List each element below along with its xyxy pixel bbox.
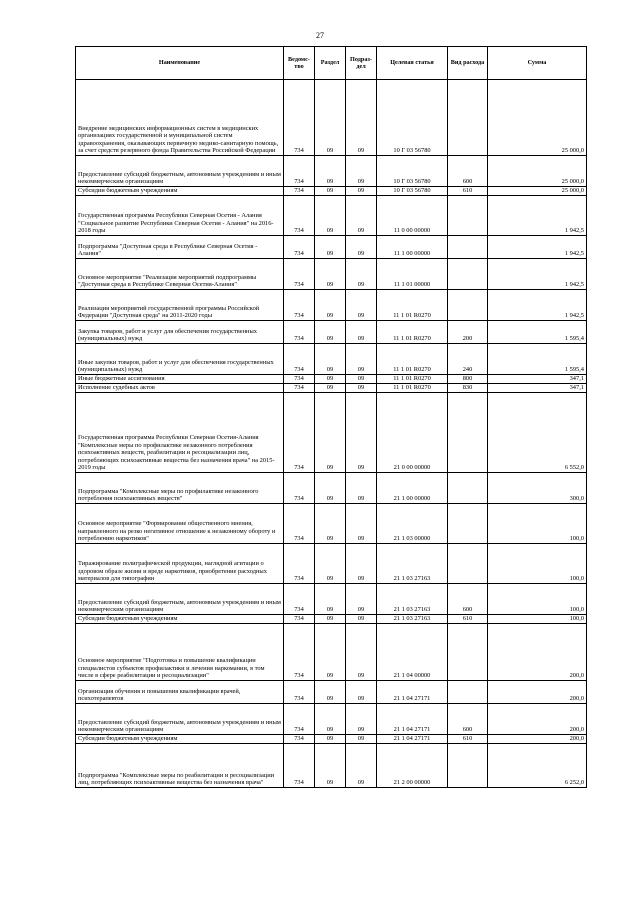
cell-department: 734 <box>284 344 315 375</box>
cell-name: Иные закупки товаров, работ и услуг для обеспечения государственных (муниципальных) нужд <box>76 344 284 375</box>
cell-department: 734 <box>284 624 315 681</box>
cell-subsection: 09 <box>346 80 377 156</box>
table-row <box>76 681 587 704</box>
table-row <box>76 615 587 624</box>
cell-amount: 300,0 <box>488 473 587 504</box>
table-row <box>76 236 587 259</box>
cell-name: Основное мероприятие "Реализация мероприятий подпрограммы "Доступная среда в Республике Северная Осетия-Алания" <box>76 259 284 290</box>
cell-target-article: 21 1 03 00000 <box>377 504 448 544</box>
cell-target-article: 21 2 00 00000 <box>377 744 448 788</box>
table-row <box>76 321 587 344</box>
cell-target-article: 10 Г 03 56780 <box>377 187 448 196</box>
cell-target-article: 11 1 01 00000 <box>377 259 448 290</box>
cell-name: Организация обучения и повышения квалификации врачей, психотерапевтов <box>76 681 284 704</box>
header-department: Ведомс-тво <box>284 47 315 80</box>
cell-department: 734 <box>284 704 315 735</box>
cell-section: 09 <box>315 290 346 321</box>
table-row <box>76 584 587 615</box>
cell-department: 734 <box>284 584 315 615</box>
cell-name: Государственная программа Республики Северная Осетия-Алания "Комплексные меры по профилактике незаконного потребления психоактивных веществ, реабилитации и ресоциализации лиц, потребляющих психоактивные вещества без назначения врача" на 2015-2019 годы <box>76 393 284 473</box>
cell-section: 09 <box>315 744 346 788</box>
cell-department: 734 <box>284 187 315 196</box>
cell-amount: 200,0 <box>488 681 587 704</box>
cell-section: 09 <box>315 704 346 735</box>
page-number: 27 <box>316 31 324 40</box>
cell-subsection: 09 <box>346 375 377 384</box>
cell-name: Иные бюджетные ассигнования <box>76 375 284 384</box>
cell-target-article: 10 Г 03 56780 <box>377 156 448 187</box>
cell-department: 734 <box>284 259 315 290</box>
cell-section: 09 <box>315 393 346 473</box>
cell-name: Предоставление субсидий бюджетным, автономным учреждениям и иным некоммерческим организациям <box>76 584 284 615</box>
cell-amount: 100,0 <box>488 504 587 544</box>
cell-target-article: 11 1 01 R0270 <box>377 290 448 321</box>
cell-name: Подпрограмма "Комплексные меры по реабилитации и ресоциализации лиц, потребляющих психоактивные вещества без назначения врача" <box>76 744 284 788</box>
cell-department: 734 <box>284 681 315 704</box>
cell-expense-type <box>448 681 488 704</box>
table-row <box>76 504 587 544</box>
cell-subsection: 09 <box>346 156 377 187</box>
cell-expense-type: 600 <box>448 704 488 735</box>
cell-name: Тиражирование полиграфической продукции, наглядной агитации о здоровом образе жизни и вреде наркотиков, приобретение расходных материалов для типографии <box>76 544 284 584</box>
cell-section: 09 <box>315 584 346 615</box>
cell-section: 09 <box>315 236 346 259</box>
cell-expense-type <box>448 196 488 236</box>
cell-subsection: 09 <box>346 624 377 681</box>
cell-subsection: 09 <box>346 615 377 624</box>
cell-section: 09 <box>315 187 346 196</box>
cell-department: 734 <box>284 80 315 156</box>
cell-subsection: 09 <box>346 584 377 615</box>
cell-target-article: 21 1 04 27171 <box>377 704 448 735</box>
cell-department: 734 <box>284 393 315 473</box>
table-row <box>76 344 587 375</box>
cell-amount: 1 595,4 <box>488 344 587 375</box>
cell-name: Основное мероприятие "Формирование общественного мнения, направленного на резко негативное отношение к незаконному обороту и потреблению наркотиков" <box>76 504 284 544</box>
table-header-row <box>76 47 587 80</box>
cell-amount: 347,1 <box>488 384 587 393</box>
cell-name: Предоставление субсидий бюджетным, автономным учреждениям и иным некоммерческим организациям <box>76 156 284 187</box>
cell-expense-type: 800 <box>448 375 488 384</box>
cell-amount: 200,0 <box>488 624 587 681</box>
cell-target-article: 21 1 04 27171 <box>377 735 448 744</box>
cell-expense-type: 610 <box>448 735 488 744</box>
table-row <box>76 735 587 744</box>
cell-department: 734 <box>284 236 315 259</box>
header-amount: Сумма <box>488 47 587 80</box>
cell-name: Исполнение судебных актов <box>76 384 284 393</box>
cell-name: Подпрограмма "Комплексные меры по профилактике незаконного потребления психоактивных веществ" <box>76 473 284 504</box>
cell-section: 09 <box>315 735 346 744</box>
table-row <box>76 259 587 290</box>
cell-subsection: 09 <box>346 236 377 259</box>
cell-amount: 100,0 <box>488 544 587 584</box>
budget-table <box>75 46 587 788</box>
header-section: Раздел <box>315 47 346 80</box>
table-row <box>76 375 587 384</box>
table-row <box>76 156 587 187</box>
cell-subsection: 09 <box>346 504 377 544</box>
cell-section: 09 <box>315 544 346 584</box>
cell-subsection: 09 <box>346 321 377 344</box>
cell-expense-type <box>448 544 488 584</box>
cell-expense-type: 600 <box>448 156 488 187</box>
cell-section: 09 <box>315 156 346 187</box>
cell-department: 734 <box>284 744 315 788</box>
cell-amount: 1 942,5 <box>488 236 587 259</box>
cell-expense-type <box>448 290 488 321</box>
cell-section: 09 <box>315 681 346 704</box>
table-row <box>76 393 587 473</box>
table-row <box>76 473 587 504</box>
cell-expense-type: 610 <box>448 187 488 196</box>
cell-subsection: 09 <box>346 681 377 704</box>
cell-target-article: 21 1 03 27163 <box>377 544 448 584</box>
cell-amount: 200,0 <box>488 735 587 744</box>
table-row <box>76 290 587 321</box>
cell-department: 734 <box>284 196 315 236</box>
cell-amount: 25 000,0 <box>488 187 587 196</box>
table-row <box>76 704 587 735</box>
cell-target-article: 11 1 01 R0270 <box>377 384 448 393</box>
cell-section: 09 <box>315 375 346 384</box>
cell-department: 734 <box>284 321 315 344</box>
cell-name: Закупка товаров, работ и услуг для обеспечения государственных (муниципальных) нужд <box>76 321 284 344</box>
table-row <box>76 187 587 196</box>
table-row <box>76 196 587 236</box>
table-row <box>76 544 587 584</box>
cell-department: 734 <box>284 290 315 321</box>
cell-amount: 1 942,5 <box>488 196 587 236</box>
cell-amount: 1 942,5 <box>488 290 587 321</box>
cell-name: Субсидии бюджетным учреждениям <box>76 187 284 196</box>
cell-section: 09 <box>315 196 346 236</box>
table-row <box>76 80 587 156</box>
cell-section: 09 <box>315 384 346 393</box>
cell-department: 734 <box>284 384 315 393</box>
cell-subsection: 09 <box>346 187 377 196</box>
header-subsection: Подраз-дел <box>346 47 377 80</box>
cell-amount: 200,0 <box>488 704 587 735</box>
cell-department: 734 <box>284 544 315 584</box>
cell-section: 09 <box>315 80 346 156</box>
cell-expense-type <box>448 473 488 504</box>
cell-expense-type: 200 <box>448 321 488 344</box>
cell-expense-type: 240 <box>448 344 488 375</box>
cell-expense-type <box>448 624 488 681</box>
cell-subsection: 09 <box>346 344 377 375</box>
cell-target-article: 10 Г 03 56780 <box>377 80 448 156</box>
table-row <box>76 624 587 681</box>
cell-target-article: 21 0 00 00000 <box>377 393 448 473</box>
header-name: Наименование <box>76 47 284 80</box>
cell-department: 734 <box>284 375 315 384</box>
cell-amount: 100,0 <box>488 584 587 615</box>
table-row <box>76 384 587 393</box>
cell-name: Предоставление субсидий бюджетным, автономным учреждениям и иным некоммерческим организациям <box>76 704 284 735</box>
cell-expense-type <box>448 393 488 473</box>
cell-section: 09 <box>315 473 346 504</box>
cell-expense-type <box>448 236 488 259</box>
cell-target-article: 11 1 00 00000 <box>377 236 448 259</box>
cell-target-article: 11 1 01 R0270 <box>377 321 448 344</box>
cell-name: Подпрограмма "Доступная среда в Республике Северная Осетия - Алания" <box>76 236 284 259</box>
cell-amount: 347,1 <box>488 375 587 384</box>
cell-amount: 25 000,0 <box>488 80 587 156</box>
cell-subsection: 09 <box>346 544 377 584</box>
cell-name: Основное мероприятие "Подготовка и повышение квалификации специалистов субъектов профилактики и лечения наркомании, в том числе в сфере реабилитации и ресоциализации" <box>76 624 284 681</box>
cell-name: Субсидии бюджетным учреждениям <box>76 615 284 624</box>
cell-target-article: 21 1 03 27163 <box>377 584 448 615</box>
cell-amount: 6 552,0 <box>488 393 587 473</box>
cell-section: 09 <box>315 344 346 375</box>
cell-amount: 25 000,0 <box>488 156 587 187</box>
cell-target-article: 21 1 04 00000 <box>377 624 448 681</box>
cell-section: 09 <box>315 615 346 624</box>
cell-amount: 100,0 <box>488 615 587 624</box>
cell-expense-type: 830 <box>448 384 488 393</box>
cell-name: Субсидии бюджетным учреждениям <box>76 735 284 744</box>
table-row <box>76 744 587 788</box>
cell-department: 734 <box>284 473 315 504</box>
cell-expense-type: 600 <box>448 584 488 615</box>
cell-department: 734 <box>284 735 315 744</box>
cell-subsection: 09 <box>346 259 377 290</box>
cell-amount: 6 252,0 <box>488 744 587 788</box>
cell-name: Внедрение медицинских информационных систем в медицинских организациях государственной и муниципальной систем здравоохранения, оказывающих первичную медико-санитарную помощь, за счет средств резервного фонда Правительства Российской Федерации <box>76 80 284 156</box>
cell-subsection: 09 <box>346 704 377 735</box>
header-target-article: Целевая статья <box>377 47 448 80</box>
cell-target-article: 21 1 00 00000 <box>377 473 448 504</box>
cell-subsection: 09 <box>346 735 377 744</box>
cell-department: 734 <box>284 156 315 187</box>
cell-subsection: 09 <box>346 290 377 321</box>
cell-target-article: 11 0 00 00000 <box>377 196 448 236</box>
cell-subsection: 09 <box>346 384 377 393</box>
cell-target-article: 11 1 01 R0270 <box>377 344 448 375</box>
cell-department: 734 <box>284 504 315 544</box>
cell-expense-type <box>448 259 488 290</box>
cell-target-article: 11 1 01 R0270 <box>377 375 448 384</box>
cell-subsection: 09 <box>346 196 377 236</box>
cell-amount: 1 942,5 <box>488 259 587 290</box>
cell-section: 09 <box>315 504 346 544</box>
cell-amount: 1 595,4 <box>488 321 587 344</box>
cell-subsection: 09 <box>346 393 377 473</box>
cell-expense-type <box>448 80 488 156</box>
cell-name: Реализация мероприятий государственной программы Российской Федерации "Доступная среда" на 2011-2020 годы <box>76 290 284 321</box>
cell-subsection: 09 <box>346 473 377 504</box>
cell-name: Государственная программа Республики Северная Осетия - Алания "Социальное развитие Республики Северная Осетия - Алания" на 2016-2018 годы <box>76 196 284 236</box>
cell-expense-type: 610 <box>448 615 488 624</box>
cell-department: 734 <box>284 615 315 624</box>
cell-section: 09 <box>315 321 346 344</box>
cell-subsection: 09 <box>346 744 377 788</box>
cell-target-article: 21 1 04 27171 <box>377 681 448 704</box>
cell-section: 09 <box>315 624 346 681</box>
cell-expense-type <box>448 744 488 788</box>
cell-target-article: 21 1 03 27163 <box>377 615 448 624</box>
cell-section: 09 <box>315 259 346 290</box>
header-expense-type: Вид расхода <box>448 47 488 80</box>
cell-expense-type <box>448 504 488 544</box>
